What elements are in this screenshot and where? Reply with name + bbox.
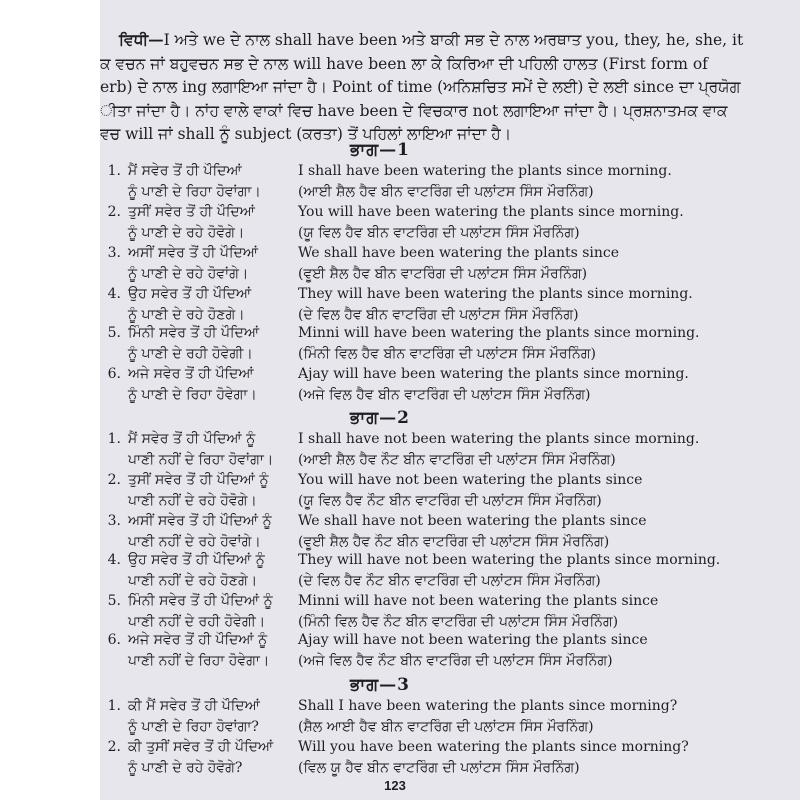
list-item <box>100 472 800 514</box>
punjabi-sentence: ਮੈਂ ਸਵੇਰ ਤੋਂ ਹੀ ਪੌਦਿਆਂ <box>128 163 242 179</box>
english-sentence: Minni will have been watering the plants since morning. <box>298 325 700 341</box>
list-item <box>100 593 800 635</box>
punjabi-sentence: ਅਜੇ ਸਵੇਰ ਤੋਂ ਹੀ ਪੌਦਿਆਂ ਨੂੰ <box>128 632 268 648</box>
item-number: 3. <box>107 245 121 261</box>
punjabi-sentence: ਕੀ ਮੈਂ ਸਵੇਰ ਤੋਂ ਹੀ ਪੌਦਿਆਂ <box>128 698 260 714</box>
punjabi-sentence-cont: ਨੂੰ ਪਾਣੀ ਦੇ ਰਹੇ ਹੋਵੋਗੇ। <box>128 225 245 241</box>
section-heading: ਭਾਗ—2 <box>350 408 410 428</box>
english-sentence: Ajay will have been watering the plants since morning. <box>298 366 689 382</box>
transliteration: (ਯੂ ਵਿਲ ਹੈਵ ਬੀਨ ਵਾਟਰਿੰਗ ਦੀ ਪਲਾਂਟਸ ਸਿੰਸ ਮੌਰਨਿੰਗ) <box>298 225 580 241</box>
transliteration: (ਯੂ ਵਿਲ ਹੈਵ ਨੌਟ ਬੀਨ ਵਾਟਰਿੰਗ ਦੀ ਪਲਾਂਟਸ ਸਿੰਸ ਮੌਰਨਿੰਗ) <box>298 493 602 509</box>
item-number: 1. <box>107 698 121 714</box>
list-item <box>100 366 800 408</box>
punjabi-sentence-cont: ਨੂੰ ਪਾਣੀ ਦੇ ਰਹੇ ਹੋਵੋਗੇ? <box>128 760 243 776</box>
item-number: 2. <box>107 739 121 755</box>
punjabi-sentence-cont: ਪਾਣੀ ਨਹੀਂ ਦੇ ਰਹੇ ਹੋਵਾਂਗੇ। <box>128 534 261 550</box>
item-number: 5. <box>107 325 121 341</box>
list-item <box>100 325 800 367</box>
transliteration: (ਦੇ ਵਿਲ ਹੈਵ ਬੀਨ ਵਾਟਰਿੰਗ ਦੀ ਪਲਾਂਟਸ ਸਿੰਸ ਮੌਰਨਿੰਗ) <box>298 307 579 323</box>
intro-line: erb) ਦੇ ਨਾਲ ing ਲਗਾਇਆ ਜਾਂਦਾ ਹੈ। Point of time (ਅਨਿਸ਼ਚਿਤ ਸਮੇਂ ਦੇ ਲਈ) ਦੇ ਲਈ since ਦਾ ਪ੍ਰਯੋਗ <box>100 78 741 96</box>
list-item <box>100 431 800 473</box>
intro-line: ਕ ਵਚਨ ਜਾਂ ਬਹੁਵਚਨ ਸਭ ਦੇ ਨਾਲ will have been ਲਾ ਕੇ ਕਿਰਿਆ ਦੀ ਪਹਿਲੀ ਹਾਲਤ (First form of <box>100 54 708 73</box>
punjabi-sentence: ਅਸੀਂ ਸਵੇਰ ਤੋਂ ਹੀ ਪੌਦਿਆਂ <box>128 245 258 261</box>
punjabi-sentence: ਉਹ ਸਵੇਰ ਤੋਂ ਹੀ ਪੌਦਿਆਂ ਨੂੰ <box>128 552 265 568</box>
list-item <box>100 163 800 205</box>
item-number: 4. <box>107 286 121 302</box>
transliteration: (ਮਿੰਨੀ ਵਿਲ ਹੈਵ ਬੀਨ ਵਾਟਰਿੰਗ ਦੀ ਪਲਾਂਟਸ ਸਿੰਸ ਮੌਰਨਿੰਗ) <box>298 346 596 362</box>
item-number: 3. <box>107 513 121 529</box>
punjabi-sentence-cont: ਪਾਣੀ ਨਹੀਂ ਦੇ ਰਿਹਾ ਹੋਵੇਗਾ। <box>128 653 270 669</box>
english-sentence: You will have not been watering the plants since <box>298 472 643 488</box>
punjabi-sentence-cont: ਨੂੰ ਪਾਣੀ ਦੇ ਰਹੇ ਹੋਵਾਂਗੇ। <box>128 266 249 282</box>
list-item <box>100 204 800 246</box>
list-item <box>100 245 800 287</box>
punjabi-sentence: ਮੈਂ ਸਵੇਰ ਤੋਂ ਹੀ ਪੌਦਿਆਂ ਨੂੰ <box>128 431 256 447</box>
transliteration: (ਮਿੰਨੀ ਵਿਲ ਹੈਵ ਨੌਟ ਬੀਨ ਵਾਟਰਿੰਗ ਦੀ ਪਲਾਂਟਸ ਸਿੰਸ ਮੌਰਨਿੰਗ) <box>298 614 619 630</box>
punjabi-sentence-cont: ਪਾਣੀ ਨਹੀਂ ਦੇ ਰਹੀ ਹੋਵੇਗੀ। <box>128 614 266 630</box>
punjabi-sentence: ਤੁਸੀਂ ਸਵੇਰ ਤੋਂ ਹੀ ਪੌਦਿਆਂ <box>128 204 255 220</box>
transliteration: (ਅਜੇ ਵਿਲ ਹੈਵ ਬੀਨ ਵਾਟਰਿੰਗ ਦੀ ਪਲਾਂਟਸ ਸਿੰਸ ਮੌਰਨਿੰਗ) <box>298 387 591 403</box>
item-number: 6. <box>107 632 121 648</box>
transliteration: (ਵੂਈ ਸ਼ੈਲ ਹੈਵ ਨੌਟ ਬੀਨ ਵਾਟਰਿੰਗ ਦੀ ਪਲਾਂਟਸ ਸਿੰਸ ਮੌਰਨਿੰਗ) <box>298 534 610 550</box>
list-item <box>100 698 800 740</box>
punjabi-sentence: ਅਸੀਂ ਸਵੇਰ ਤੋਂ ਹੀ ਪੌਦਿਆਂ ਨੂੰ <box>128 513 272 529</box>
item-number: 2. <box>107 204 121 220</box>
english-sentence: They will have been watering the plants since morning. <box>298 286 693 302</box>
list-item <box>100 286 800 328</box>
english-sentence: Will you have been watering the plants since morning? <box>298 739 689 755</box>
english-sentence: We shall have not been watering the plants since <box>298 513 647 529</box>
item-number: 6. <box>107 366 121 382</box>
section-heading: ਭਾਗ—3 <box>350 675 410 695</box>
book-page <box>100 0 800 800</box>
english-sentence: Shall I have been watering the plants since morning? <box>298 698 678 714</box>
punjabi-sentence-cont: ਨੂੰ ਪਾਣੀ ਦੇ ਰਿਹਾ ਹੋਵੇਗਾ। <box>128 387 257 403</box>
punjabi-sentence-cont: ਨੂੰ ਪਾਣੀ ਦੇ ਰਹੀ ਹੋਵੇਗੀ। <box>128 346 253 362</box>
method-label: ਵਿਧੀ— <box>119 30 164 49</box>
transliteration: (ਆਈ ਸ਼ੈਲ ਹੈਵ ਬੀਨ ਵਾਟਰਿੰਗ ਦੀ ਪਲਾਂਟਸ ਸਿੰਸ ਮੌਰਨਿੰਗ) <box>298 184 594 200</box>
punjabi-sentence-cont: ਨੂੰ ਪਾਣੀ ਦੇ ਰਿਹਾ ਹੋਵਾਂਗਾ? <box>128 719 259 735</box>
english-sentence: Minni will have not been watering the plants since <box>298 593 659 609</box>
list-item <box>100 632 800 674</box>
intro-line: ੀਤਾ ਜਾਂਦਾ ਹੈ। ਨਾਂਹ ਵਾਲੇ ਵਾਕਾਂ ਵਿਚ have been ਦੇ ਵਿਚਕਾਰ not ਲਗਾਇਆ ਜਾਂਦਾ ਹੈ। ਪ੍ਰਸ਼ਨਾਤਮਕ ਵਾਕ <box>100 101 728 120</box>
punjabi-sentence: ਮਿੰਨੀ ਸਵੇਰ ਤੋਂ ਹੀ ਪੌਦਿਆਂ <box>128 325 260 341</box>
punjabi-sentence-cont: ਨੂੰ ਪਾਣੀ ਦੇ ਰਹੇ ਹੋਣਗੇ। <box>128 307 245 323</box>
punjabi-sentence: ਉਹ ਸਵੇਰ ਤੋਂ ਹੀ ਪੌਦਿਆਂ <box>128 286 252 302</box>
item-number: 2. <box>107 472 121 488</box>
transliteration: (ਦੇ ਵਿਲ ਹੈਵ ਨੌਟ ਬੀਨ ਵਾਟਰਿੰਗ ਦੀ ਪਲਾਂਟਸ ਸਿੰਸ ਮੌਰਨਿੰਗ) <box>298 573 601 589</box>
item-number: 1. <box>107 431 121 447</box>
page-number: 123 <box>384 778 406 793</box>
english-sentence: I shall have been watering the plants since morning. <box>298 163 672 179</box>
english-sentence: They will have not been watering the plants since morning. <box>298 552 721 568</box>
transliteration: (ਵੂਈ ਸ਼ੈਲ ਹੈਵ ਬੀਨ ਵਾਟਰਿੰਗ ਦੀ ਪਲਾਂਟਸ ਸਿੰਸ ਮੌਰਨਿੰਗ) <box>298 266 588 282</box>
list-item <box>100 552 800 594</box>
english-sentence: We shall have been watering the plants since <box>298 245 620 261</box>
punjabi-sentence: ਅਜੇ ਸਵੇਰ ਤੋਂ ਹੀ ਪੌਦਿਆਂ <box>128 366 254 382</box>
intro-line: ਵਚ will ਜਾਂ shall ਨੂੰ subject (ਕਰਤਾ) ਤੋਂ ਪਹਿਲਾਂ ਲਾਇਆ ਜਾਂਦਾ ਹੈ। <box>100 125 512 143</box>
item-number: 5. <box>107 593 121 609</box>
item-number: 4. <box>107 552 121 568</box>
item-number: 1. <box>107 163 121 179</box>
transliteration: (ਅਜੇ ਵਿਲ ਹੈਵ ਨੌਟ ਬੀਨ ਵਾਟਰਿੰਗ ਦੀ ਪਲਾਂਟਸ ਸਿੰਸ ਮੌਰਨਿੰਗ) <box>298 653 613 669</box>
intro-text: I ਅਤੇ we ਦੇ ਨਾਲ shall have been ਅਤੇ ਬਾਕੀ ਸਭ ਦੇ ਨਾਲ ਅਰਥਾਤ you, they, he, she, it <box>163 31 744 49</box>
punjabi-sentence-cont: ਪਾਣੀ ਨਹੀਂ ਦੇ ਰਹੇ ਹੋਣਗੇ। <box>128 573 258 589</box>
transliteration: (ਸ਼ੈਲ ਆਈ ਹੈਵ ਬੀਨ ਵਾਟਰਿੰਗ ਦੀ ਪਲਾਂਟਸ ਸਿੰਸ ਮੌਰਨਿੰਗ) <box>298 719 594 735</box>
list-item <box>100 513 800 555</box>
punjabi-sentence-cont: ਨੂੰ ਪਾਣੀ ਦੇ ਰਿਹਾ ਹੋਵਾਂਗਾ। <box>128 184 261 200</box>
section-heading: ਭਾਗ—1 <box>350 140 410 160</box>
punjabi-sentence: ਮਿੰਨੀ ਸਵੇਰ ਤੋਂ ਹੀ ਪੌਦਿਆਂ ਨੂੰ <box>128 593 273 609</box>
intro-line <box>100 28 800 53</box>
english-sentence: I shall have not been watering the plants since morning. <box>298 431 700 447</box>
punjabi-sentence: ਤੁਸੀਂ ਸਵੇਰ ਤੋਂ ਹੀ ਪੌਦਿਆਂ ਨੂੰ <box>128 472 269 488</box>
english-sentence: Ajay will have not been watering the plants since <box>298 632 648 648</box>
transliteration: (ਵਿਲ ਯੂ ਹੈਵ ਬੀਨ ਵਾਟਰਿੰਗ ਦੀ ਪਲਾਂਟਸ ਸਿੰਸ ਮੌਰਨਿੰਗ) <box>298 760 580 776</box>
english-sentence: You will have been watering the plants since morning. <box>298 204 684 220</box>
list-item <box>100 739 800 781</box>
method-paragraph <box>100 28 800 147</box>
punjabi-sentence-cont: ਪਾਣੀ ਨਹੀਂ ਦੇ ਰਹੇ ਹੋਵੋਗੇ। <box>128 493 257 509</box>
punjabi-sentence: ਕੀ ਤੁਸੀਂ ਸਵੇਰ ਤੋਂ ਹੀ ਪੌਦਿਆਂ <box>128 739 274 755</box>
transliteration: (ਆਈ ਸ਼ੈਲ ਹੈਵ ਨੌਟ ਬੀਨ ਵਾਟਰਿੰਗ ਦੀ ਪਲਾਂਟਸ ਸਿੰਸ ਮੌਰਨਿੰਗ) <box>298 452 616 468</box>
punjabi-sentence-cont: ਪਾਣੀ ਨਹੀਂ ਦੇ ਰਿਹਾ ਹੋਵਾਂਗਾ। <box>128 452 274 468</box>
